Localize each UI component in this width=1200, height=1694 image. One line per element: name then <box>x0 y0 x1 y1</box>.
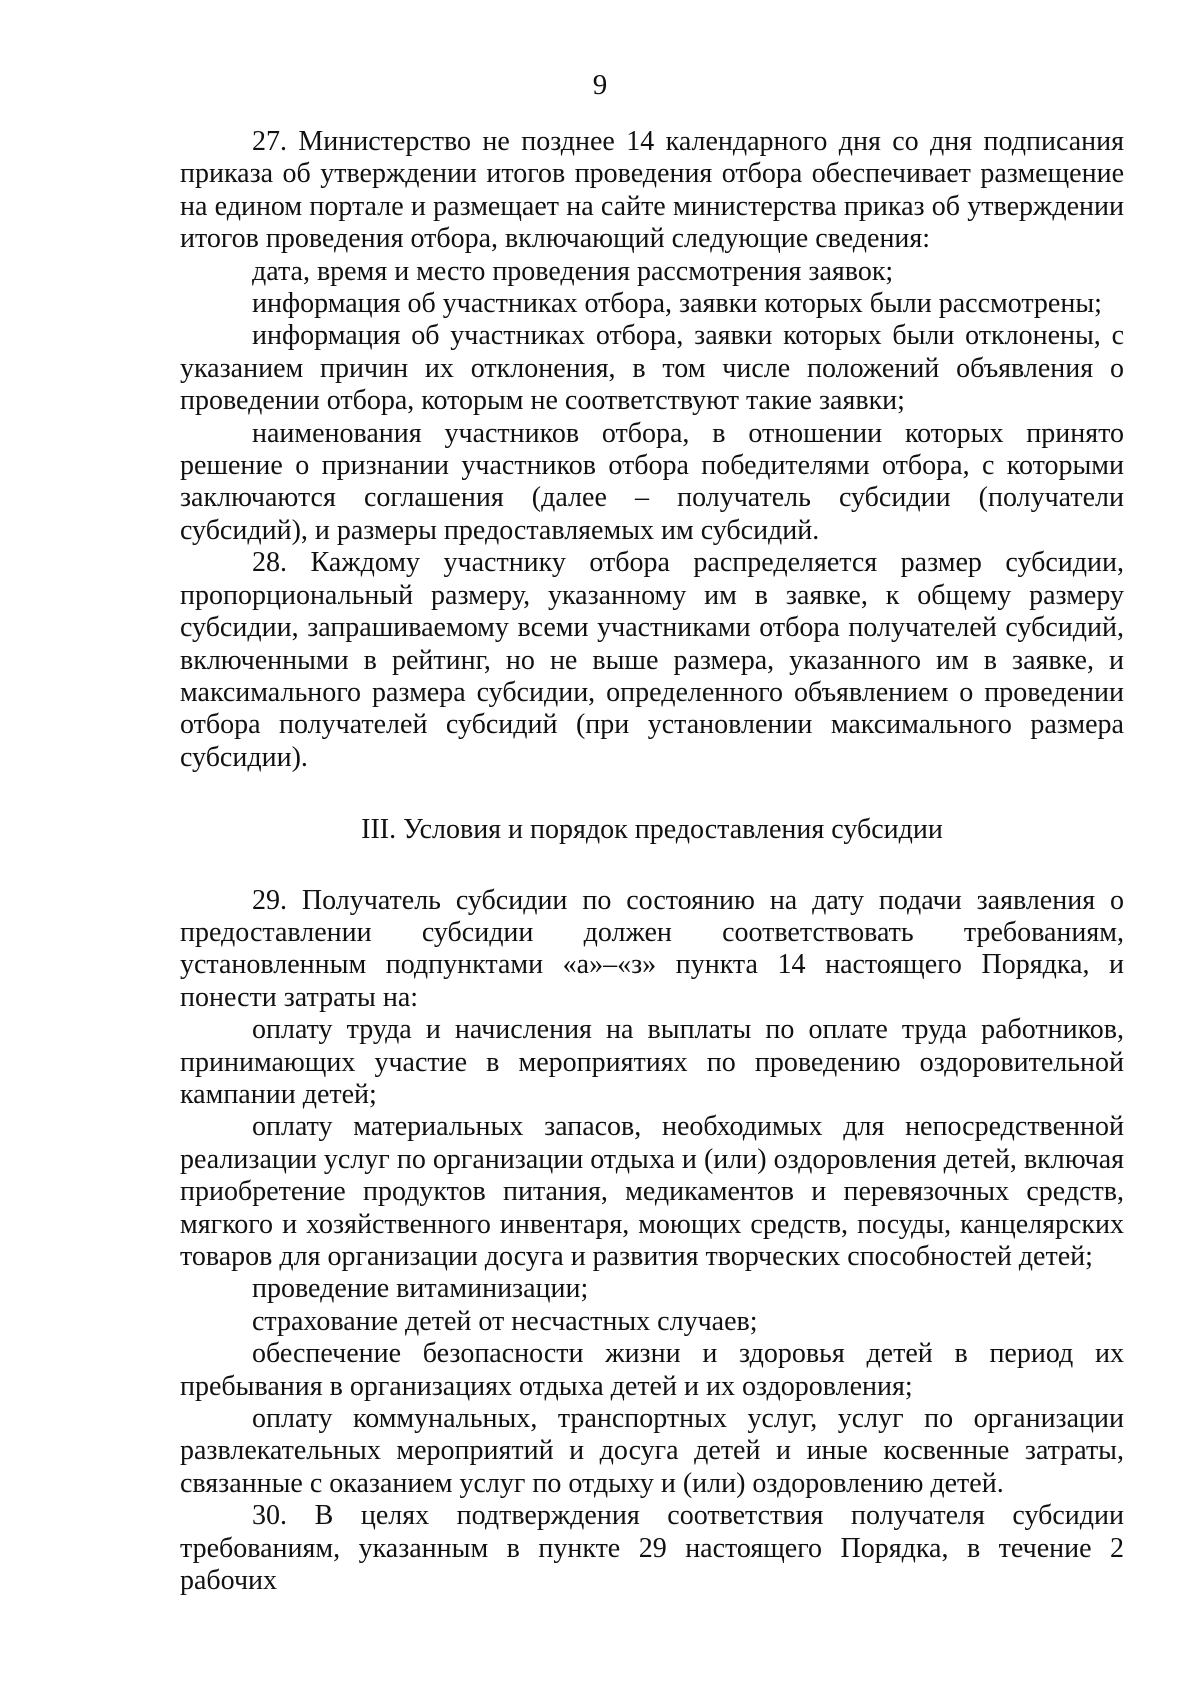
paragraph-27: 27. Министерство не позднее 14 календарного дня со дня подписания приказа об утверждении итогов проведения отбора обеспечивает размещение на едином портале и размещает на сайте министерства приказ об утверждении итогов проведения отбора, включающий следующие сведения: <box>180 126 1124 255</box>
page-number: 9 <box>592 69 608 101</box>
list-item-vitamins: проведение витаминизации; <box>252 1273 589 1305</box>
list-item-date-time-place: дата, время и место проведения рассмотрения заявок; <box>252 255 894 287</box>
paragraph-30: 30. В целях подтверждения соответствия получателя субсидии требованиям, указанным в пункте 29 настоящего Порядка, в течение 2 рабочих <box>180 1500 1124 1597</box>
list-item-safety: обеспечение безопасности жизни и здоровья детей в период их пребывания в организациях отдыха детей и их оздоровления; <box>180 1338 1124 1402</box>
document-body <box>180 126 1124 1597</box>
list-item-rejected-participants: информация об участниках отбора, заявки которых были отклонены, с указанием причин их отклонения, в том числе положений объявления о проведении отбора, которым не соответствуют такие заявки; <box>180 320 1124 417</box>
list-item-reviewed-participants: информация об участниках отбора, заявки которых были рассмотрены; <box>252 288 1102 320</box>
list-item-insurance: страхование детей от несчастных случаев; <box>252 1305 758 1337</box>
list-item-utilities: оплату коммунальных, транспортных услуг, услуг по организации развлекательных мероприятий и досуга детей и иные косвенные затраты, связанные с оказанием услуг по отдыху и (или) оздоровлению детей. <box>180 1403 1124 1499</box>
list-item-winners: наименования участников отбора, в отношении которых принято решение о признании участников отбора победителями отбора, с которыми заключаются соглашения (далее – получатель субсидии (получатели субсидий), и размеры предоставляемых им субсидий. <box>180 417 1124 546</box>
section-heading: III. Условия и порядок предоставления субсидии <box>361 814 943 846</box>
list-item-labor-costs: оплату труда и начисления на выплаты по оплате труда работников, принимающих участие в мероприятиях по проведению оздоровительной кампании детей; <box>180 1014 1124 1110</box>
paragraph-28: 28. Каждому участнику отбора распределяется размер субсидии, пропорциональный размеру, указанному им в заявке, к общему размеру субсидии, запрашиваемому всеми участниками отбора получателей субсидий, включенными в рейтинг, но не выше размера, указанного им в заявке, и максимального размера субсидии, определенного объявлением о проведении отбора получателей субсидий (при установлении максимального размера субсидии). <box>180 547 1124 773</box>
list-item-material-supplies: оплату материальных запасов, необходимых для непосредственной реализации услуг по организации отдыха и (или) оздоровления детей, включая приобретение продуктов питания, медикаментов и перевязочных средств, мягкого и хозяйственного инвентаря, моющих средств, посуды, канцелярских товаров для организации досуга и развития творческих способностей детей; <box>180 1111 1124 1272</box>
paragraph-29: 29. Получатель субсидии по состоянию на дату подачи заявления о предоставлении субсидии должен соответствовать требованиям, установленным подпунктами «а»–«з» пункта 14 настоящего Порядка, и понести затраты на: <box>180 884 1124 1013</box>
